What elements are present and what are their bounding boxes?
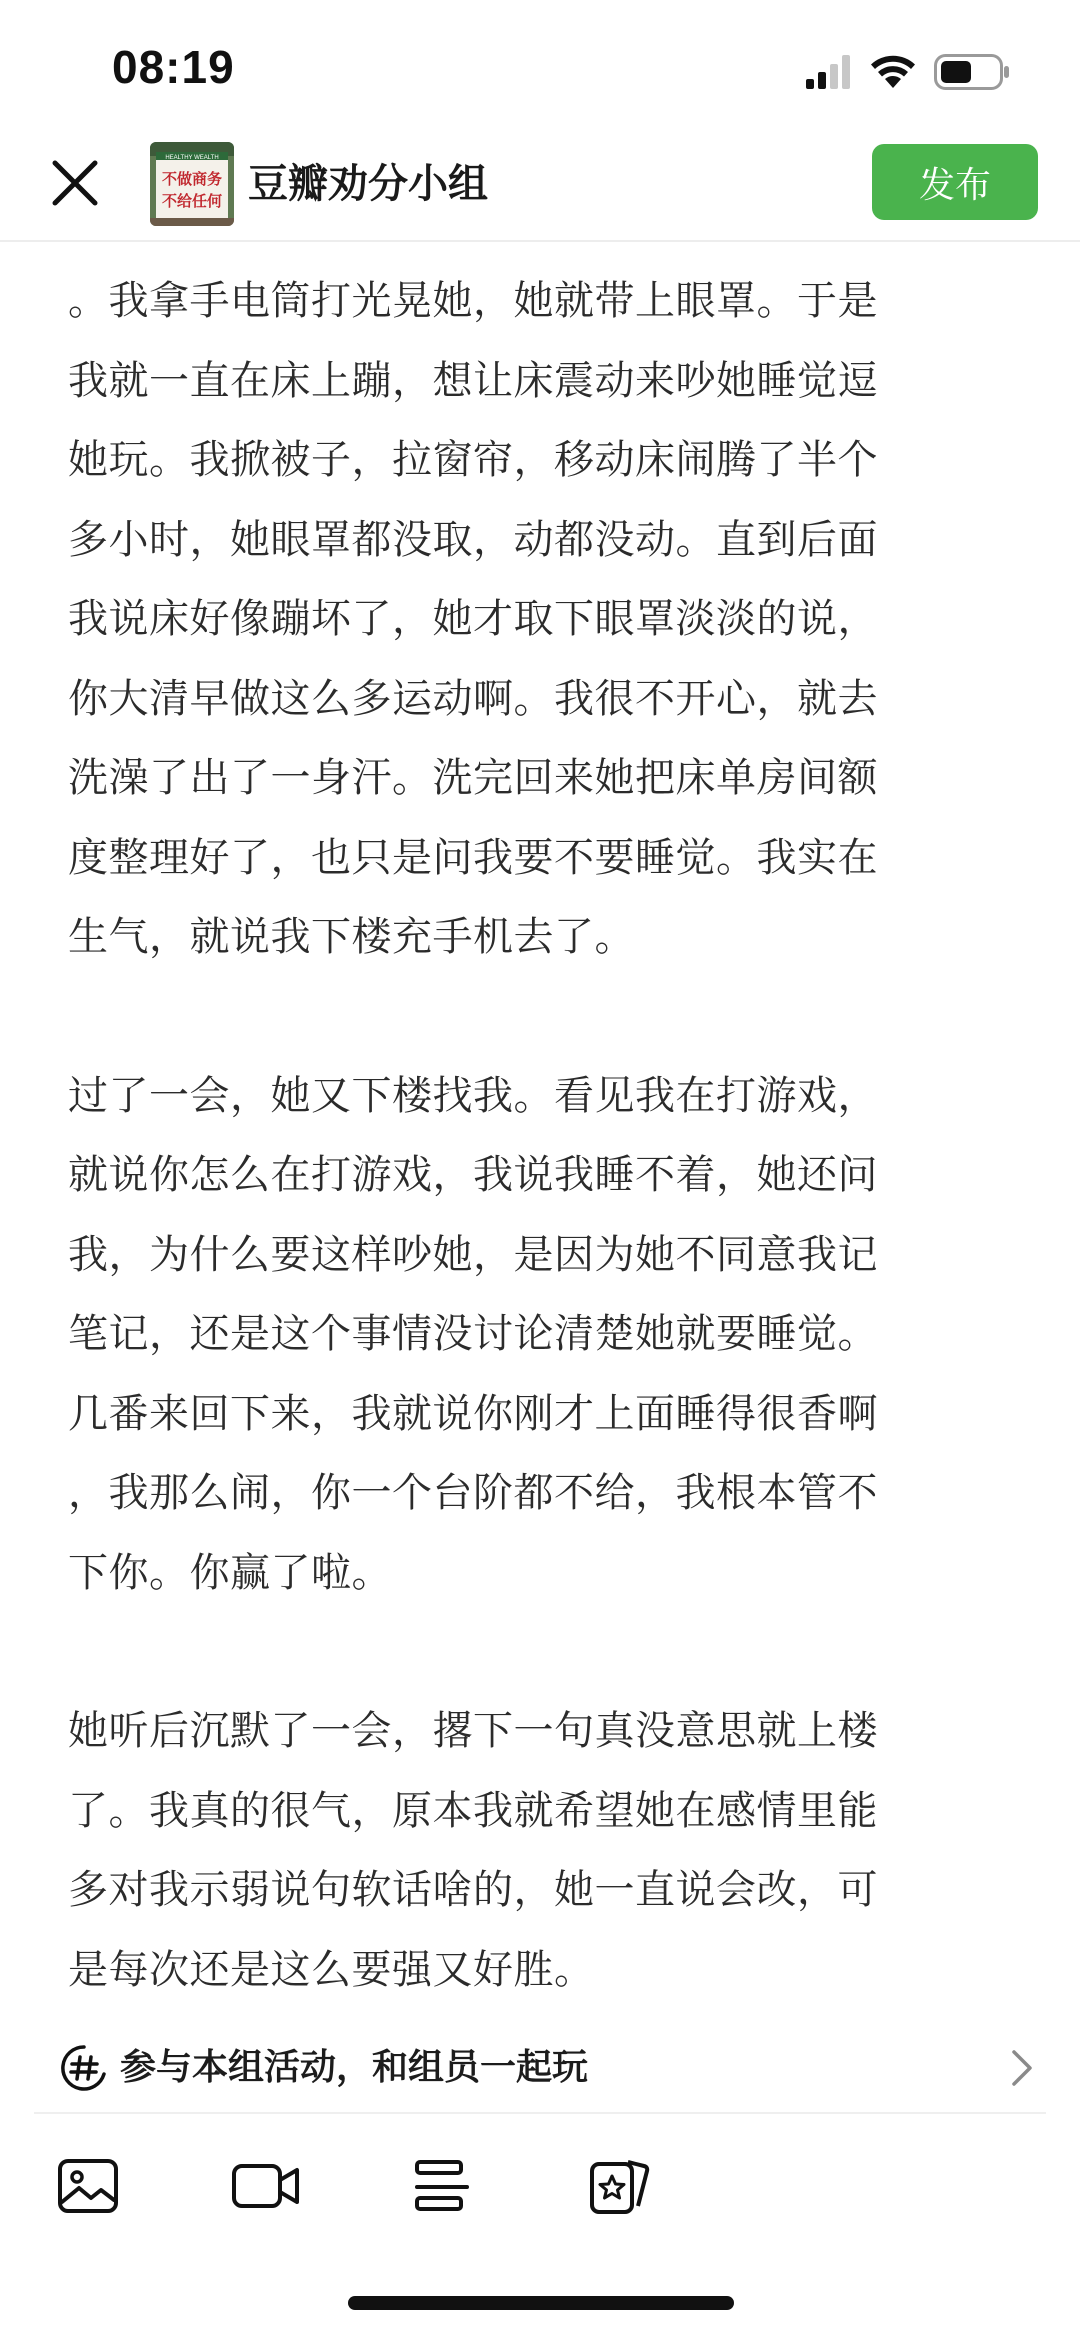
close-button[interactable] — [44, 152, 106, 214]
paragraph-gap — [68, 978, 1018, 1057]
text-line: 就说你怎么在打游戏，我说我睡不着，她还问 — [68, 1152, 878, 1198]
group-activity-link[interactable] — [34, 2030, 1046, 2114]
avatar-sign-line-3: 不给任何 — [161, 192, 223, 210]
text-line: 她听后沉默了一会，撂下一句真没意思就上楼 — [68, 1708, 878, 1754]
text-line: 了。我真的很气，原本我就希望她在感情里能 — [68, 1787, 878, 1834]
close-icon — [50, 158, 100, 208]
text-line: 你大清早做这么多运动啊。我很不开心，就去 — [68, 675, 878, 722]
insert-image-button[interactable] — [52, 2150, 124, 2222]
text-line: 。我拿手电筒打光晃她，她就带上眼罩。于是 — [68, 278, 878, 324]
chevron-right-icon — [1002, 2048, 1042, 2088]
home-indicator[interactable] — [348, 2296, 734, 2310]
video-icon — [231, 2161, 301, 2211]
text-line: 她玩。我掀被子，拉窗帘，移动床闹腾了半个 — [68, 437, 878, 483]
text-line: 度整理好了，也只是问我要不要睡觉。我实在 — [68, 834, 878, 881]
wifi-icon — [870, 55, 916, 89]
status-bar — [0, 0, 1080, 130]
text-line: 过了一会，她又下楼找我。看见我在打游戏， — [68, 1072, 878, 1119]
text-line: 多小时，她眼罩都没取，动都没动。直到后面 — [68, 516, 878, 563]
text-line: 笔记，还是这个事情没讨论清楚她就要睡觉。 — [68, 1311, 878, 1357]
sticker-button[interactable] — [584, 2150, 656, 2222]
paragraph-gap — [68, 1613, 1018, 1692]
publish-button[interactable]: 发布 — [872, 144, 1038, 220]
group-title[interactable]: 豆瓣劝分小组 — [248, 161, 488, 207]
text-line: 是每次还是这么要强又好胜。 — [68, 1946, 595, 1993]
paragraph — [68, 1057, 1018, 1614]
avatar-sign-line-1: HEALTHY WEALTH — [165, 155, 219, 161]
text-line: 我，为什么要这样吵她，是因为她不同意我记 — [68, 1231, 878, 1278]
status-time: 08:19 — [112, 41, 235, 93]
battery-icon — [934, 54, 1010, 90]
hashtag-icon — [60, 2044, 108, 2092]
paragraph — [68, 1692, 1018, 2010]
activity-label: 参与本组活动，和组员一起玩 — [120, 2047, 589, 2088]
text-line: 多对我示弱说句软话啥的，她一直说会改，可 — [68, 1867, 878, 1913]
status-icons — [806, 50, 1010, 94]
text-line: 洗澡了出了一身汗。洗完回来她把床单房间额 — [68, 755, 878, 801]
group-avatar-image — [150, 142, 234, 226]
insert-video-button[interactable] — [230, 2150, 302, 2222]
sticker-icon — [588, 2156, 652, 2216]
group-avatar[interactable] — [150, 142, 234, 226]
avatar-sign-line-2: 不做商务 — [161, 170, 223, 188]
text-line: 生气，就说我下楼充手机去了。 — [68, 914, 635, 960]
post-body-editor[interactable] — [68, 262, 1018, 2010]
text-format-button[interactable] — [406, 2150, 478, 2222]
text-line: 我说床好像蹦坏了，她才取下眼罩淡淡的说， — [68, 596, 878, 642]
editor-toolbar — [0, 2136, 1080, 2236]
image-icon — [57, 2158, 119, 2214]
text-line: 几番来回下来，我就说你刚才上面睡得很香啊 — [68, 1390, 878, 1437]
text-line: 下你。你赢了啦。 — [68, 1549, 392, 1596]
paragraph — [68, 262, 1018, 978]
post-editor-header — [0, 130, 1080, 242]
text-format-icon — [413, 2158, 471, 2214]
text-line: ，我那么闹，你一个台阶都不给，我根本管不 — [68, 1470, 878, 1516]
text-line: 我就一直在床上蹦，想让床震动来吵她睡觉逗 — [68, 357, 878, 404]
cellular-signal-icon — [806, 55, 852, 89]
